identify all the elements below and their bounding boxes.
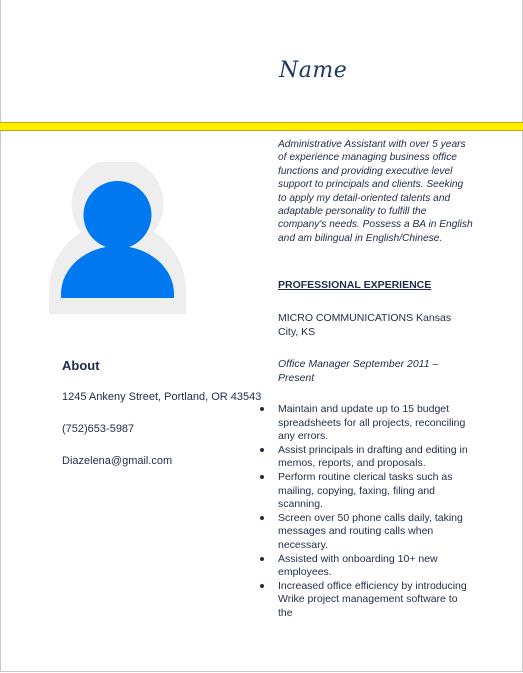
bullet-icon	[260, 475, 264, 479]
bullet-icon	[260, 516, 264, 520]
experience-heading: PROFESSIONAL EXPERIENCE	[278, 279, 432, 291]
contact-email[interactable]: Diazelena@gmail.com	[62, 455, 173, 467]
duty-text: Maintain and update up to 15 budget spreadsheets for all projects, reconciling any errors.	[278, 403, 466, 443]
person-avatar-icon	[49, 162, 186, 314]
duty-item	[259, 553, 474, 580]
duty-text: Screen over 50 phone calls daily, taking messages and routing calls when necessary.	[278, 511, 463, 551]
duty-text: Assist principals in drafting and editing in memos, reports, and proposals.	[278, 443, 468, 470]
bullet-icon	[260, 448, 264, 452]
about-heading: About	[62, 358, 100, 373]
duty-text: Assisted with onboarding 10+ new employees.	[278, 552, 438, 579]
contact-phone: (752)653-5987	[62, 423, 135, 435]
duty-item	[259, 403, 474, 444]
duties-list	[259, 403, 474, 621]
bullet-icon	[260, 557, 264, 561]
duty-item	[259, 512, 474, 553]
bullet-icon	[260, 407, 264, 411]
company-name: MICRO COMMUNICATIONS Kansas City, KS	[278, 312, 452, 338]
duty-text: Increased office efficiency by introducing Wrike project management software to the	[278, 579, 467, 619]
duty-item	[259, 580, 474, 621]
professional-summary: Administrative Assistant with over 5 years of experience managing business office functions and providing executive level support to principals and clients. Seeking to apply my detail-oriented talents and adaptable personality to fulfill the company's needs. Possess a BA in English and am bilingual in English/Chinese.	[278, 139, 473, 244]
duty-item	[259, 444, 474, 471]
bullet-icon	[260, 584, 264, 588]
job-title: Office Manager September 2011 – Present	[278, 358, 439, 384]
contact-address: 1245 Ankeny Street, Portland, OR 43543	[62, 391, 262, 403]
resume-name: Name	[279, 58, 348, 83]
duty-item	[259, 471, 474, 512]
duty-text: Perform routine clerical tasks such as mailing, copying, faxing, filing and scanning.	[278, 470, 453, 511]
accent-divider	[0, 122, 523, 131]
